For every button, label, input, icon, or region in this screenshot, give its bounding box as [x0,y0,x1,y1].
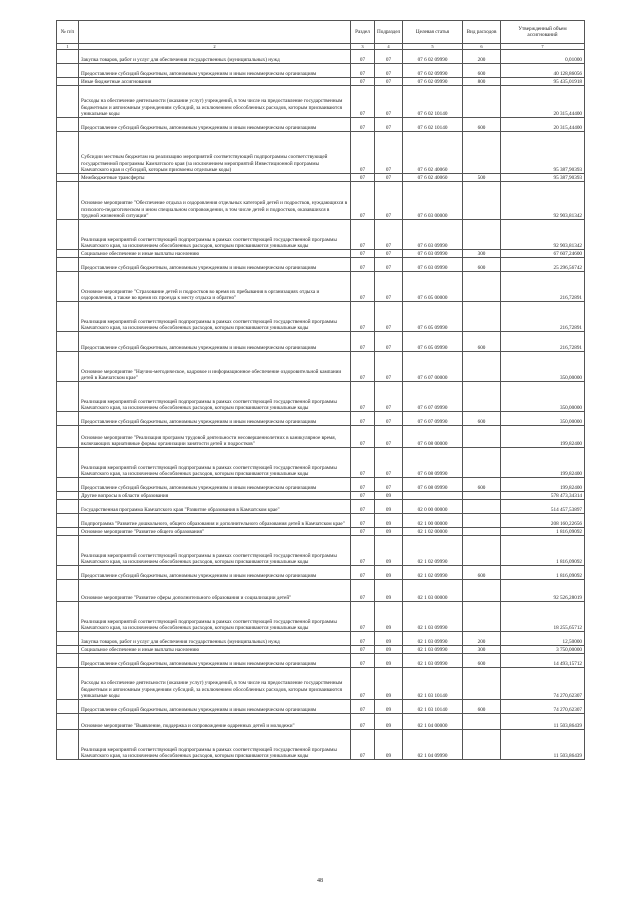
row-podrazdel: 07 [375,448,403,478]
row-article [403,492,463,500]
table-row [57,272,585,302]
row-razdel: 07 [351,646,375,654]
row-vid: 300 [463,250,501,258]
table-row [57,448,585,478]
row-name: Социальное обеспечение и иные выплаты населению [79,646,351,654]
row-sum: 40 128,86056 [501,64,585,78]
row-razdel: 07 [351,500,375,514]
row-article: 02 1 04 00000 [403,714,463,730]
row-vid [463,492,501,500]
row-podrazdel: 07 [375,182,403,220]
row-number [57,352,79,382]
row-podrazdel: 07 [375,86,403,118]
row-podrazdel: 07 [375,332,403,352]
row-number [57,492,79,500]
row-article: 07 6 02 10140 [403,86,463,118]
row-sum: 199,82400 [501,448,585,478]
row-vid [463,668,501,700]
header-name [79,21,351,44]
row-name: Государственная программа Камчатского края "Развитие образования в Камчатском крае" [79,500,351,514]
row-article: 07 6 08 09990 [403,448,463,478]
row-sum: 578 473,34314 [501,492,585,500]
row-article: 02 1 03 09990 [403,602,463,632]
row-number [57,382,79,412]
row-name: Основное мероприятие "Развитие сферы дополнительного образования и социализации детей" [79,580,351,602]
row-name: Предоставление субсидий бюджетным, автономным учреждениям и иным некоммерческим организациям [79,412,351,426]
row-podrazdel: 07 [375,220,403,250]
row-sum: 11 503,86439 [501,730,585,760]
row-article: 02 1 03 09990 [403,632,463,646]
row-podrazdel: 09 [375,632,403,646]
row-sum: 74 270,62307 [501,700,585,714]
row-razdel: 07 [351,352,375,382]
row-name: Предоставление субсидий бюджетным, автономным учреждениям и иным некоммерческим организациям [79,478,351,492]
row-podrazdel: 09 [375,528,403,536]
row-podrazdel: 07 [375,174,403,182]
row-number [57,654,79,668]
row-vid [463,182,501,220]
row-article: 07 6 05 00000 [403,272,463,302]
column-number: 6 [463,44,501,50]
row-sum: 11 503,86439 [501,714,585,730]
row-razdel: 07 [351,654,375,668]
header-sum: Утвержденный объем ассигнований [501,21,585,44]
row-article: 02 1 02 00000 [403,528,463,536]
row-podrazdel: 07 [375,118,403,132]
row-name: Расходы на обеспечение деятельности (оказание услуг) учреждений, в том числе на предоставление государственным бюджетным и автономным учреждениям субсидий, за исключением обособленных расходов, которым присваиваются уникальные коды [79,668,351,700]
row-vid [463,514,501,528]
table-row [57,536,585,566]
row-article: 07 6 02 10140 [403,118,463,132]
table-row [57,700,585,714]
row-name: Реализация мероприятий соответствующей подпрограммы в рамках соответствующей государственной программы Камчатского края, за исключением обособленных расходов, которым присваиваются уникальные коды [79,602,351,632]
row-sum: 95 387,90393 [501,174,585,182]
table-row [57,500,585,514]
header-podrazdel: Подраздел [375,21,403,44]
row-sum: 67 607,24600 [501,250,585,258]
row-name: Предоставление субсидий бюджетным, автономным учреждениям и иным некоммерческим организациям [79,258,351,272]
row-sum: 12,50000 [501,632,585,646]
row-podrazdel: 09 [375,714,403,730]
row-name: Основное мероприятие "Реализация программ трудовой деятельности несовершеннолетних в каникулярное время, включающих вариативные формы организации занятости детей и подростков" [79,426,351,448]
row-vid: 500 [463,174,501,182]
row-razdel: 07 [351,602,375,632]
column-number: 2 [79,44,351,50]
row-article: 07 6 03 09990 [403,250,463,258]
row-name: Основное мероприятие "Выявление, поддержка и сопровождение одаренных детей и молодежи" [79,714,351,730]
row-sum: 1 816,09092 [501,536,585,566]
table-row [57,646,585,654]
row-article: 02 1 03 10140 [403,668,463,700]
table-row [57,412,585,426]
row-sum: 199,82400 [501,426,585,448]
row-sum: 92 903,81342 [501,220,585,250]
row-number [57,220,79,250]
row-number [57,646,79,654]
table-row [57,602,585,632]
row-vid [463,602,501,632]
row-podrazdel: 09 [375,668,403,700]
row-name: Закупка товаров, работ и услуг для обеспечения государственных (муниципальных) нужд [79,632,351,646]
table-row [57,302,585,332]
row-number [57,332,79,352]
table-body [57,50,585,760]
row-article: 07 6 05 09990 [403,302,463,332]
header-row [57,21,585,44]
column-number: 5 [403,44,463,50]
row-vid [463,536,501,566]
row-razdel: 07 [351,536,375,566]
row-razdel: 07 [351,220,375,250]
row-vid: 600 [463,654,501,668]
row-article: 02 1 02 09990 [403,536,463,566]
row-name: Основное мероприятие "Страхование детей и подростков во время их пребывания в организациях отдыха и оздоровления, а также во время их проезда к месту отдыха и обратно" [79,272,351,302]
row-razdel: 07 [351,714,375,730]
row-sum: 92 903,81342 [501,182,585,220]
row-name: Основное мероприятие "Развитие общего образования" [79,528,351,536]
header-vid: Вид расходов [463,21,501,44]
row-article: 02 1 03 00000 [403,580,463,602]
budget-table-sheet [56,20,584,760]
table-row [57,352,585,382]
row-article: 07 6 02 09990 [403,64,463,78]
row-podrazdel: 07 [375,302,403,332]
row-razdel: 07 [351,272,375,302]
row-article: 07 6 05 09990 [403,332,463,352]
row-razdel: 07 [351,78,375,86]
row-sum: 92 526,28019 [501,580,585,602]
table-row [57,132,585,174]
row-vid [463,730,501,760]
row-vid: 200 [463,50,501,64]
row-podrazdel: 07 [375,426,403,448]
row-podrazdel: 07 [375,412,403,426]
row-podrazdel: 09 [375,492,403,500]
row-sum: 350,00000 [501,352,585,382]
row-name: Основное мероприятие "Научно-методическое, кадровое и информационное обеспечение оздоровительной кампании детей в Камчатском крае" [79,352,351,382]
row-sum: 350,00000 [501,412,585,426]
row-vid: 300 [463,646,501,654]
row-article: 07 6 02 09990 [403,78,463,86]
row-name: Основное мероприятие "Обеспечение отдыха и оздоровления отдельных категорий детей и подростков, нуждающихся в психолого-педагогическом и ином специальном сопровождении, в том числе детей и подростков, оказавшихся в трудной жизненной ситуации" [79,182,351,220]
row-sum: 199,82400 [501,478,585,492]
row-article: 07 6 07 09990 [403,412,463,426]
row-razdel: 07 [351,258,375,272]
row-vid [463,86,501,118]
row-article: 02 1 03 10140 [403,700,463,714]
row-number [57,426,79,448]
row-vid [463,580,501,602]
row-article: 07 6 02 40060 [403,132,463,174]
row-podrazdel: 09 [375,514,403,528]
row-number [57,500,79,514]
row-podrazdel: 07 [375,50,403,64]
table-row [57,258,585,272]
table-row [57,514,585,528]
table-row [57,654,585,668]
row-vid: 600 [463,412,501,426]
row-sum: 514 457,53897 [501,500,585,514]
table-row [57,174,585,182]
row-article: 07 6 07 09990 [403,382,463,412]
table-row [57,426,585,448]
row-article: 02 1 00 00000 [403,514,463,528]
row-vid: 600 [463,478,501,492]
table-row [57,492,585,500]
table-row [57,78,585,86]
row-name: Расходы на обеспечение деятельности (оказание услуг) учреждений, в том числе на предоставление государственным бюджетным и автономным учреждениям субсидий, за исключением обособленных расходов, которым присваиваются уникальные коды [79,86,351,118]
row-vid [463,302,501,332]
row-name: Субсидии местным бюджетам на реализацию мероприятий соответствующей подпрограммы соответствующей государственной программы Камчатского края (за исключением мероприятий Инвестиционной программы Камчатского края и субсидий, которым присвоены отдельные коды) [79,132,351,174]
row-name: Реализация мероприятий соответствующей подпрограммы в рамках соответствующей государственной программы Камчатского края, за исключением обособленных расходов, которым присваиваются уникальные коды [79,302,351,332]
row-article: 07 6 02 09990 [403,50,463,64]
row-podrazdel: 09 [375,500,403,514]
row-razdel: 07 [351,50,375,64]
table-row [57,86,585,118]
row-article: 02 1 04 09990 [403,730,463,760]
row-podrazdel: 07 [375,64,403,78]
row-vid [463,500,501,514]
row-article: 02 1 03 09990 [403,654,463,668]
row-vid: 600 [463,566,501,580]
row-article: 07 6 07 00000 [403,352,463,382]
row-vid: 600 [463,700,501,714]
row-article: 07 6 03 09990 [403,258,463,272]
row-name: Реализация мероприятий соответствующей подпрограммы в рамках соответствующей государственной программы Камчатского края, за исключением обособленных расходов, которым присваиваются уникальные коды [79,730,351,760]
row-number [57,528,79,536]
row-article: 07 6 03 09990 [403,220,463,250]
row-number [57,566,79,580]
table-row [57,580,585,602]
row-number [57,250,79,258]
row-name: Подпрограмма "Развитие дошкольного, общего образования и дополнительного образования детей в Камчатском крае" [79,514,351,528]
table-row [57,250,585,258]
row-sum: 95 435,01918 [501,78,585,86]
row-podrazdel: 09 [375,730,403,760]
row-razdel: 07 [351,492,375,500]
row-razdel: 07 [351,174,375,182]
row-podrazdel: 09 [375,536,403,566]
row-podrazdel: 07 [375,258,403,272]
row-vid [463,714,501,730]
column-number: 3 [351,44,375,50]
row-podrazdel: 09 [375,602,403,632]
row-number [57,632,79,646]
row-podrazdel: 07 [375,250,403,258]
row-vid [463,448,501,478]
row-sum: 208 160,22656 [501,514,585,528]
table-row [57,50,585,64]
row-razdel: 07 [351,64,375,78]
row-podrazdel: 09 [375,646,403,654]
row-number [57,258,79,272]
row-number [57,700,79,714]
row-sum: 1 816,09092 [501,566,585,580]
row-number [57,580,79,602]
row-razdel: 07 [351,668,375,700]
table-row [57,566,585,580]
row-razdel: 07 [351,132,375,174]
row-podrazdel: 07 [375,78,403,86]
row-name: Закупка товаров, работ и услуг для обеспечения государственных (муниципальных) нужд [79,50,351,64]
page-number: 48 [317,878,323,884]
row-sum: 20 315,44400 [501,118,585,132]
row-sum: 95 387,90393 [501,132,585,174]
row-number [57,132,79,174]
header-number: № п/п [57,21,79,44]
row-name: Другие вопросы в области образования [79,492,351,500]
row-podrazdel: 09 [375,654,403,668]
row-sum: 74 270,62307 [501,668,585,700]
row-number [57,86,79,118]
table-row [57,528,585,536]
row-podrazdel: 07 [375,272,403,302]
row-article: 02 1 03 09990 [403,646,463,654]
row-vid [463,528,501,536]
row-sum: 25 296,56742 [501,258,585,272]
table-row [57,730,585,760]
table-row [57,182,585,220]
row-number [57,448,79,478]
table-row [57,118,585,132]
row-name: Реализация мероприятий соответствующей подпрограммы в рамках соответствующей государственной программы Камчатского края, за исключением обособленных расходов, которым присваиваются уникальные коды [79,448,351,478]
row-vid [463,352,501,382]
row-podrazdel: 07 [375,352,403,382]
row-number [57,174,79,182]
table-row [57,478,585,492]
row-sum: 216,72891 [501,302,585,332]
row-number [57,514,79,528]
row-podrazdel: 09 [375,700,403,714]
row-vid: 200 [463,632,501,646]
table-row [57,220,585,250]
table-row [57,714,585,730]
row-name: Реализация мероприятий соответствующей подпрограммы в рамках соответствующей государственной программы Камчатского края, за исключением обособленных расходов, которым присваиваются уникальные коды [79,220,351,250]
row-article: 02 1 02 09990 [403,566,463,580]
row-sum: 18 255,65712 [501,602,585,632]
row-number [57,730,79,760]
row-sum: 216,72891 [501,272,585,302]
row-razdel: 07 [351,566,375,580]
row-sum: 14 493,15712 [501,654,585,668]
row-razdel: 07 [351,118,375,132]
row-name: Предоставление субсидий бюджетным, автономным учреждениям и иным некоммерческим организациям [79,118,351,132]
row-name: Предоставление субсидий бюджетным, автономным учреждениям и иным некоммерческим организациям [79,700,351,714]
table-row [57,632,585,646]
row-number [57,182,79,220]
row-number [57,64,79,78]
row-sum: 350,00000 [501,382,585,412]
budget-table [56,20,585,760]
table-row [57,332,585,352]
row-vid: 600 [463,258,501,272]
column-number: 1 [57,44,79,50]
table-row [57,668,585,700]
row-name: Предоставление субсидий бюджетным, автономным учреждениям и иным некоммерческим организациям [79,566,351,580]
row-razdel: 07 [351,426,375,448]
row-razdel: 07 [351,250,375,258]
row-vid: 800 [463,78,501,86]
row-razdel: 07 [351,302,375,332]
row-razdel: 07 [351,478,375,492]
header-razdel: Раздел [351,21,375,44]
row-number [57,302,79,332]
table-row [57,64,585,78]
column-number: 4 [375,44,403,50]
row-number [57,50,79,64]
row-razdel: 07 [351,448,375,478]
row-razdel: 07 [351,700,375,714]
row-name: Иные бюджетные ассигнования [79,78,351,86]
row-podrazdel: 09 [375,566,403,580]
row-article: 07 6 02 40060 [403,174,463,182]
row-vid [463,272,501,302]
row-name: Реализация мероприятий соответствующей подпрограммы в рамках соответствующей государственной программы Камчатского края, за исключением обособленных расходов, которым присваиваются уникальные коды [79,382,351,412]
row-number [57,412,79,426]
row-razdel: 07 [351,86,375,118]
row-podrazdel: 07 [375,478,403,492]
row-razdel: 07 [351,730,375,760]
row-vid [463,132,501,174]
row-number [57,714,79,730]
row-sum: 0,01000 [501,50,585,64]
row-sum: 216,72891 [501,332,585,352]
row-name: Предоставление субсидий бюджетным, автономным учреждениям и иным некоммерческим организациям [79,654,351,668]
row-number [57,118,79,132]
header-article: Целевая статья [403,21,463,44]
row-vid: 600 [463,64,501,78]
row-vid [463,426,501,448]
row-razdel: 07 [351,382,375,412]
row-name: Реализация мероприятий соответствующей подпрограммы в рамках соответствующей государственной программы Камчатского края, за исключением обособленных расходов, которым присваиваются уникальные коды [79,536,351,566]
row-razdel: 07 [351,580,375,602]
row-article: 07 6 08 09990 [403,478,463,492]
table-row [57,382,585,412]
row-number [57,272,79,302]
row-name: Межбюджетные трансферты [79,174,351,182]
row-article: 02 0 00 00000 [403,500,463,514]
row-name: Предоставление субсидий бюджетным, автономным учреждениям и иным некоммерческим организациям [79,64,351,78]
row-vid: 600 [463,332,501,352]
row-article: 07 6 03 00000 [403,182,463,220]
row-name: Социальное обеспечение и иные выплаты населению [79,250,351,258]
row-vid [463,382,501,412]
column-number: 7 [501,44,585,50]
row-razdel: 07 [351,332,375,352]
row-number [57,536,79,566]
row-sum: 3 750,00000 [501,646,585,654]
row-razdel: 07 [351,412,375,426]
row-vid [463,220,501,250]
row-razdel: 07 [351,182,375,220]
row-razdel: 07 [351,632,375,646]
row-vid: 600 [463,118,501,132]
row-name: Предоставление субсидий бюджетным, автономным учреждениям и иным некоммерческим организациям [79,332,351,352]
row-article: 07 6 08 00000 [403,426,463,448]
row-podrazdel: 09 [375,580,403,602]
row-number [57,668,79,700]
row-razdel: 07 [351,528,375,536]
row-podrazdel: 07 [375,132,403,174]
row-number [57,602,79,632]
row-podrazdel: 07 [375,382,403,412]
row-razdel: 07 [351,514,375,528]
row-number [57,78,79,86]
row-number [57,478,79,492]
row-sum: 20 315,44400 [501,86,585,118]
row-sum: 1 816,09092 [501,528,585,536]
